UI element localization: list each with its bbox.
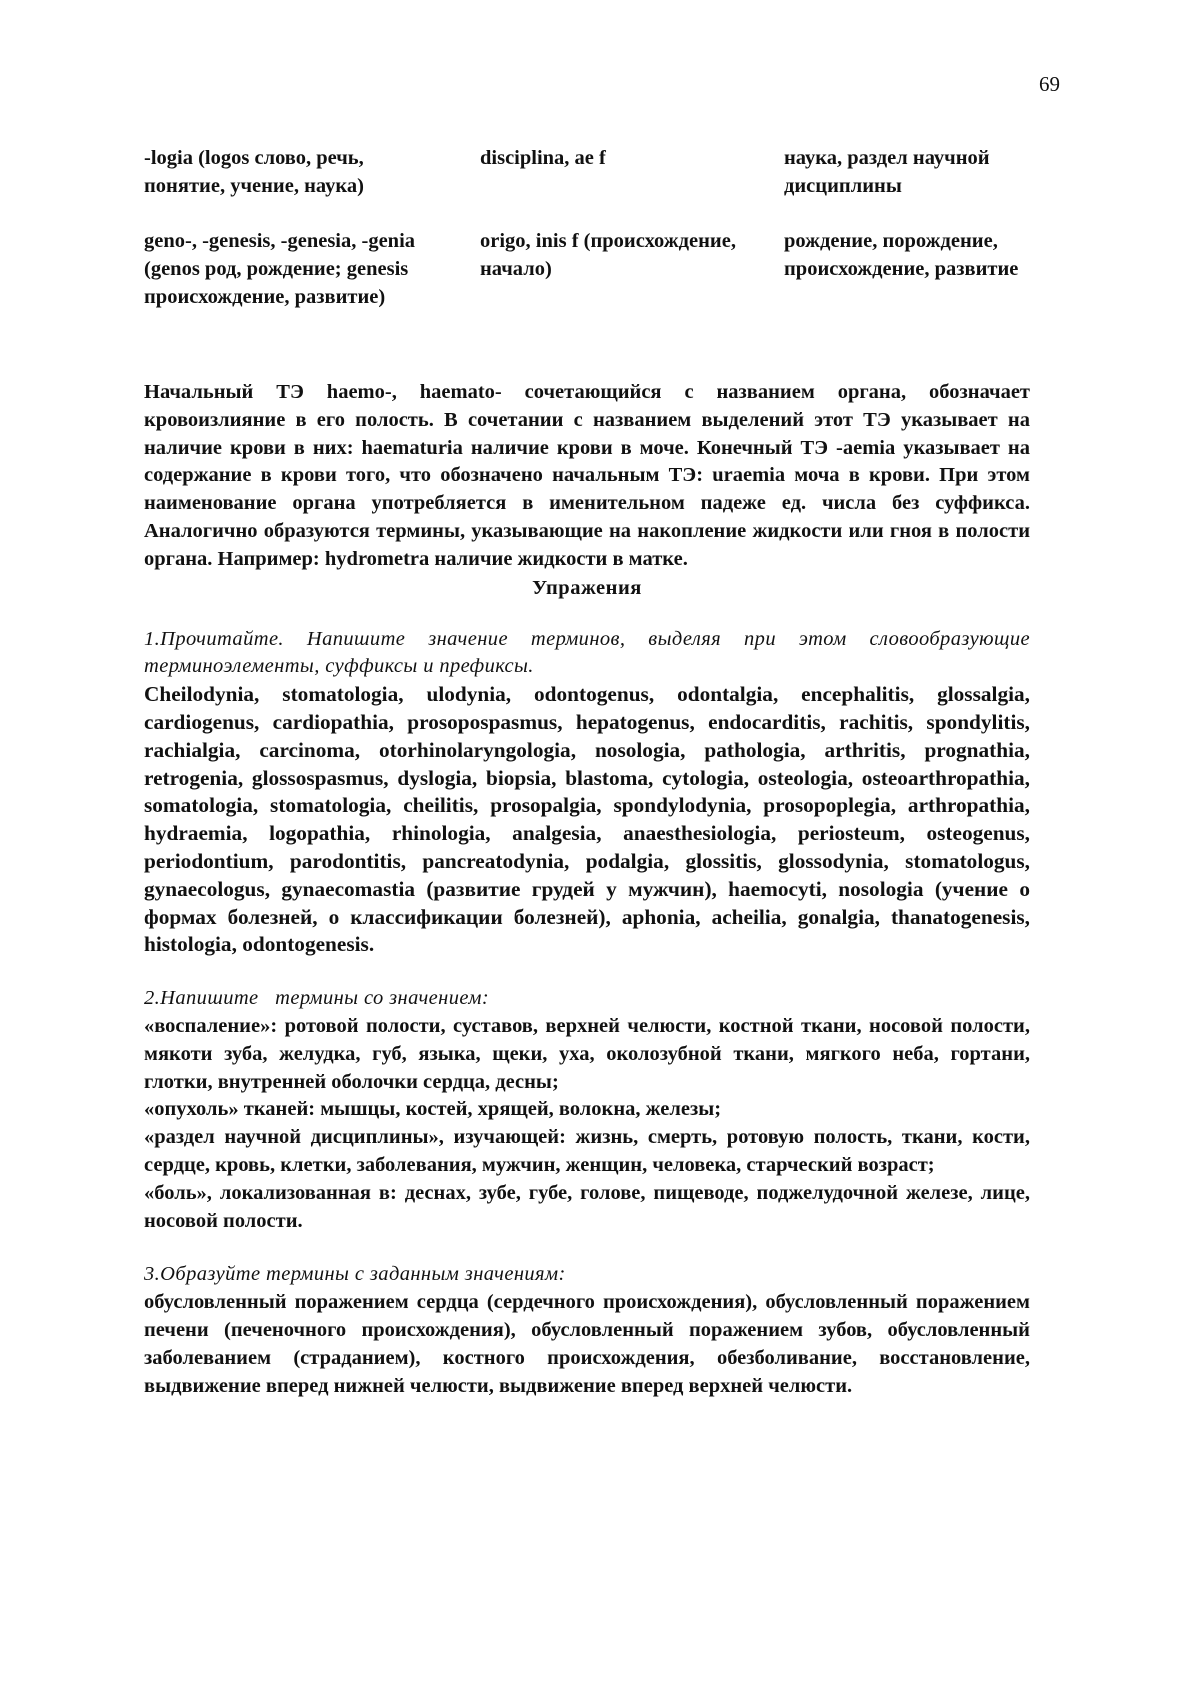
exercise-3-task: 3.Образуйте термины с заданным значениям: <box>144 1263 566 1286</box>
exercise-2-task: 2.Напишите термины со значением: <box>144 987 490 1010</box>
exercise-2-item: «воспаление»: ротовой полости, суставов, верхней челюсти, костной ткани, носовой полости, мякоти зуба, желудка, губ, языка, щеки, уха, околозубной ткани, мягкого неба, гортани, глотки, внутренней оболочки сердца, десны; <box>144 1014 1030 1093</box>
exercise-2-item: «раздел научной дисциплины», изучающей: жизнь, смерть, ротовую полость, ткани, кости, сердце, кровь, клетки, заболевания, мужчин, женщин, человека, старческий возраст; <box>144 1126 1030 1176</box>
section-heading: Упражения <box>532 576 642 599</box>
intro-paragraph: Начальный ТЭ haemo-, haemato- сочетающийся с названием органа, обозначает кровоизлияние в его полость. В сочетании с названием выделений этот ТЭ указывает на наличие крови в них: haematuria наличие крови в моче. Конечный ТЭ -aemia указывает на содержание в крови того, что обозначено начальным ТЭ: uraemia моча в крови. При этом наименование органа употребляется в именительном падеже ед. числа без суффикса. Аналогично образуются термины, указывающие на накопление жидкости или гноя в полости органа. Например: hydrometra наличие жидкости в матке. <box>144 381 1030 570</box>
meaning-cell: рождение, порождение, происхождение, развитие <box>784 230 1019 280</box>
exercise-2-item: «боль», локализованная в: деснах, зубе, губе, голове, пищеводе, поджелудочной железе, лице, носовой полости. <box>144 1181 1030 1232</box>
latin-equivalent-cell: origo, inis f (происхождение, начало) <box>480 230 736 280</box>
exercise-2-item: «опухоль» тканей: мышцы, костей, хрящей, волокна, железы; <box>144 1098 722 1121</box>
term-element-cell: geno-, -genesis, -genesia, -genia (genos род, рождение; genesis происхождение, развитие) <box>144 230 416 308</box>
page-number: 69 <box>1039 72 1060 96</box>
exercise-3-text: обусловленный поражением сердца (сердечного происхождения), обусловленный поражением печени (печеночного происхождения), обусловленный поражением зубов, обусловленный заболеванием (страданием), костного происхождения, обезболивание, восстановление, выдвижение вперед нижней челюсти, выдвижение вперед верхней челюсти. <box>144 1291 1030 1397</box>
page-content <box>144 145 1030 1400</box>
latin-equivalent-cell: disciplina, ae f <box>480 147 606 169</box>
exercise-1-task: 1.Прочитайте. Напишите значение терминов, выделяя при этом словообразующие терминоэлементы, суффиксы и префиксы. <box>144 627 1030 678</box>
meaning-cell: наука, раздел научной дисциплины <box>784 147 990 197</box>
exercise-1-terms: Cheilodynia, stomatologia, ulodynia, odontogenus, odontalgia, encephalitis, glossalgia, cardiogenus, cardiopathia, prosopospasmus, hepatogenus, endocarditis, rachitis, spondylitis, rachialgia, carcinoma, otorhinolaryngologia, nosologia, pathologia, arthritis, prognathia, retrogenia, glossospasmus, dyslogia, biopsia, blastoma, cytologia, osteologia, osteoarthropathia, somatologia, stomatologia, cheilitis, prosopalgia, spondylodynia, prosopoplegia, arthropathia, hydraemia, logopathia, rhinologia, analgesia, anaesthesiologia, periosteum, osteogenus, periodontium, parodontitis, pancreatodynia, podalgia, glossitis, glossodynia, stomatologus, gynaecologus, gynaecomastia (развитие грудей у мужчин), haemocyti, nosologia (учение о формах болезней, о классификации болезней), aphonia, acheilia, gonalgia, thanatogenesis, histologia, odontogenesis. <box>144 682 1030 957</box>
term-element-cell: -logia (logos слово, речь, понятие, учение, наука) <box>144 147 364 197</box>
terms-table <box>144 145 1030 353</box>
